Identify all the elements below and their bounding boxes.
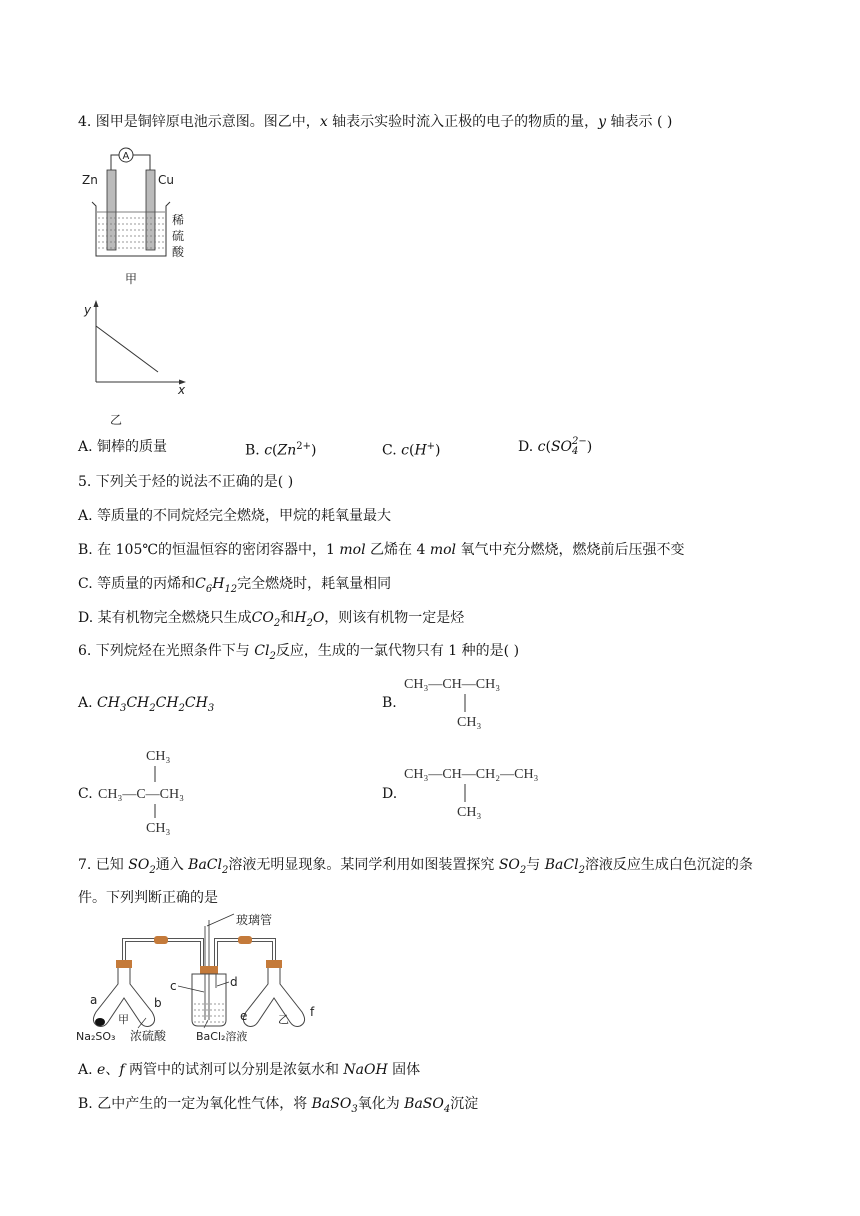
- svg-text:CH₃—C—CH₃: CH₃—C—CH₃: [98, 787, 184, 802]
- q7-apparatus-figure: [74, 912, 334, 1044]
- svg-text:CH₃: CH₃: [146, 821, 171, 836]
- svg-text:CH₃: CH₃: [457, 805, 482, 820]
- q5-option-d: D. 某有机物完全燃烧只生成$CO_2$和$H_2O$，则该有机物一定是烃: [78, 610, 465, 629]
- q6-option-b-structure: [400, 668, 560, 734]
- svg-text:Cu: Cu: [158, 173, 174, 187]
- yi-graph-figure: [78, 296, 198, 426]
- svg-text:BaCl₂溶液: BaCl₂溶液: [196, 1030, 248, 1043]
- svg-text:e: e: [240, 1009, 248, 1023]
- q6-stem: 6. 下列烷烃在光照条件下与 $Cl_2$反应，生成的一氯代物只有 1 种的是( ): [78, 643, 520, 662]
- svg-text:y: y: [84, 303, 92, 317]
- q5-stem: 5. 下列关于烃的说法不正确的是( ): [78, 474, 294, 490]
- svg-text:a: a: [90, 993, 98, 1007]
- svg-text:CH₃: CH₃: [146, 749, 171, 764]
- svg-text:CH₃—CH—CH₂—CH₃: CH₃—CH—CH₂—CH₃: [404, 767, 539, 782]
- svg-text:硫: 硫: [172, 229, 185, 243]
- q6-option-d-structure: [400, 758, 610, 824]
- q6-option-c-label: C.: [78, 786, 93, 802]
- decreasing-line: [96, 326, 158, 372]
- svg-text:Na₂SO₃: Na₂SO₃: [76, 1030, 116, 1043]
- q6-option-a: A. $CH_3CH_2CH_2CH_3$: [78, 695, 215, 714]
- svg-text:稀: 稀: [172, 213, 185, 227]
- svg-text:x: x: [178, 383, 186, 397]
- q5-option-b: B. 在 105℃的恒温恒容的密闭容器中，1 mol 乙烯在 4 mol 氧气中充分燃烧，燃烧前后压强不变: [78, 542, 685, 558]
- q7-stem-line1: 7. 已知 $SO_2$通入 BaCl$_2$溶液无明显现象。某同学利用如图装置探究 $SO_2$与 BaCl$_2$溶液反应生成白色沉淀的条: [78, 857, 753, 876]
- q6-option-b-label: B.: [382, 695, 397, 711]
- galvanic-cell-figure: [78, 140, 188, 290]
- q4-stem: 4. 图甲是铜锌原电池示意图。图乙中，x 轴表示实验时流入正极的电子的物质的量，y 轴表示 ( ): [78, 114, 673, 130]
- y-tube-yi: [243, 968, 304, 1027]
- q5-option-c: C. 等质量的丙烯和$C_6H_{12}$完全燃烧时，耗氧量相同: [78, 576, 392, 595]
- svg-text:b: b: [154, 996, 162, 1010]
- na2so3-solid: [95, 1018, 105, 1026]
- svg-text:A: A: [122, 151, 130, 162]
- svg-text:Zn: Zn: [82, 173, 98, 187]
- q6-option-d-label: D.: [382, 786, 398, 802]
- q4-option-c: C. c(H+): [382, 441, 441, 459]
- svg-text:玻璃管: 玻璃管: [236, 913, 273, 927]
- svg-text:CH₃: CH₃: [457, 715, 482, 730]
- q4-option-d: D. c(SO 2− 4 ): [518, 436, 593, 457]
- rubber-connector: [238, 936, 252, 944]
- q6-option-c-structure: [94, 744, 224, 836]
- svg-text:d: d: [230, 975, 238, 989]
- svg-text:浓硫酸: 浓硫酸: [130, 1029, 167, 1043]
- svg-text:乙: 乙: [278, 1013, 289, 1026]
- q4-option-a: A. 铜棒的质量: [78, 439, 168, 455]
- svg-text:f: f: [310, 1005, 315, 1019]
- svg-text:酸: 酸: [172, 245, 185, 259]
- svg-text:乙: 乙: [110, 413, 123, 426]
- zinc-electrode: [107, 170, 116, 250]
- svg-text:甲: 甲: [118, 1013, 129, 1026]
- q4-option-b: B. $c(Zn^{2+})$: [245, 441, 317, 459]
- svg-text:c: c: [170, 979, 177, 993]
- q7-option-a: A. e、f 两管中的试剂可以分别是浓氨水和 NaOH 固体: [78, 1062, 421, 1078]
- copper-electrode: [146, 170, 155, 250]
- svg-text:CH₃—CH—CH₃: CH₃—CH—CH₃: [404, 677, 501, 692]
- svg-text:甲: 甲: [125, 272, 138, 286]
- q7-option-b: B. 乙中产生的一定为氧化性气体，将 BaSO$_3$氧化为 BaSO$_4$沉淀: [78, 1096, 479, 1115]
- rubber-connector: [154, 936, 168, 944]
- q5-option-a: A. 等质量的不同烷烃完全燃烧，甲烷的耗氧量最大: [78, 508, 392, 524]
- q7-stem-line2: 件。下列判断正确的是: [78, 890, 218, 906]
